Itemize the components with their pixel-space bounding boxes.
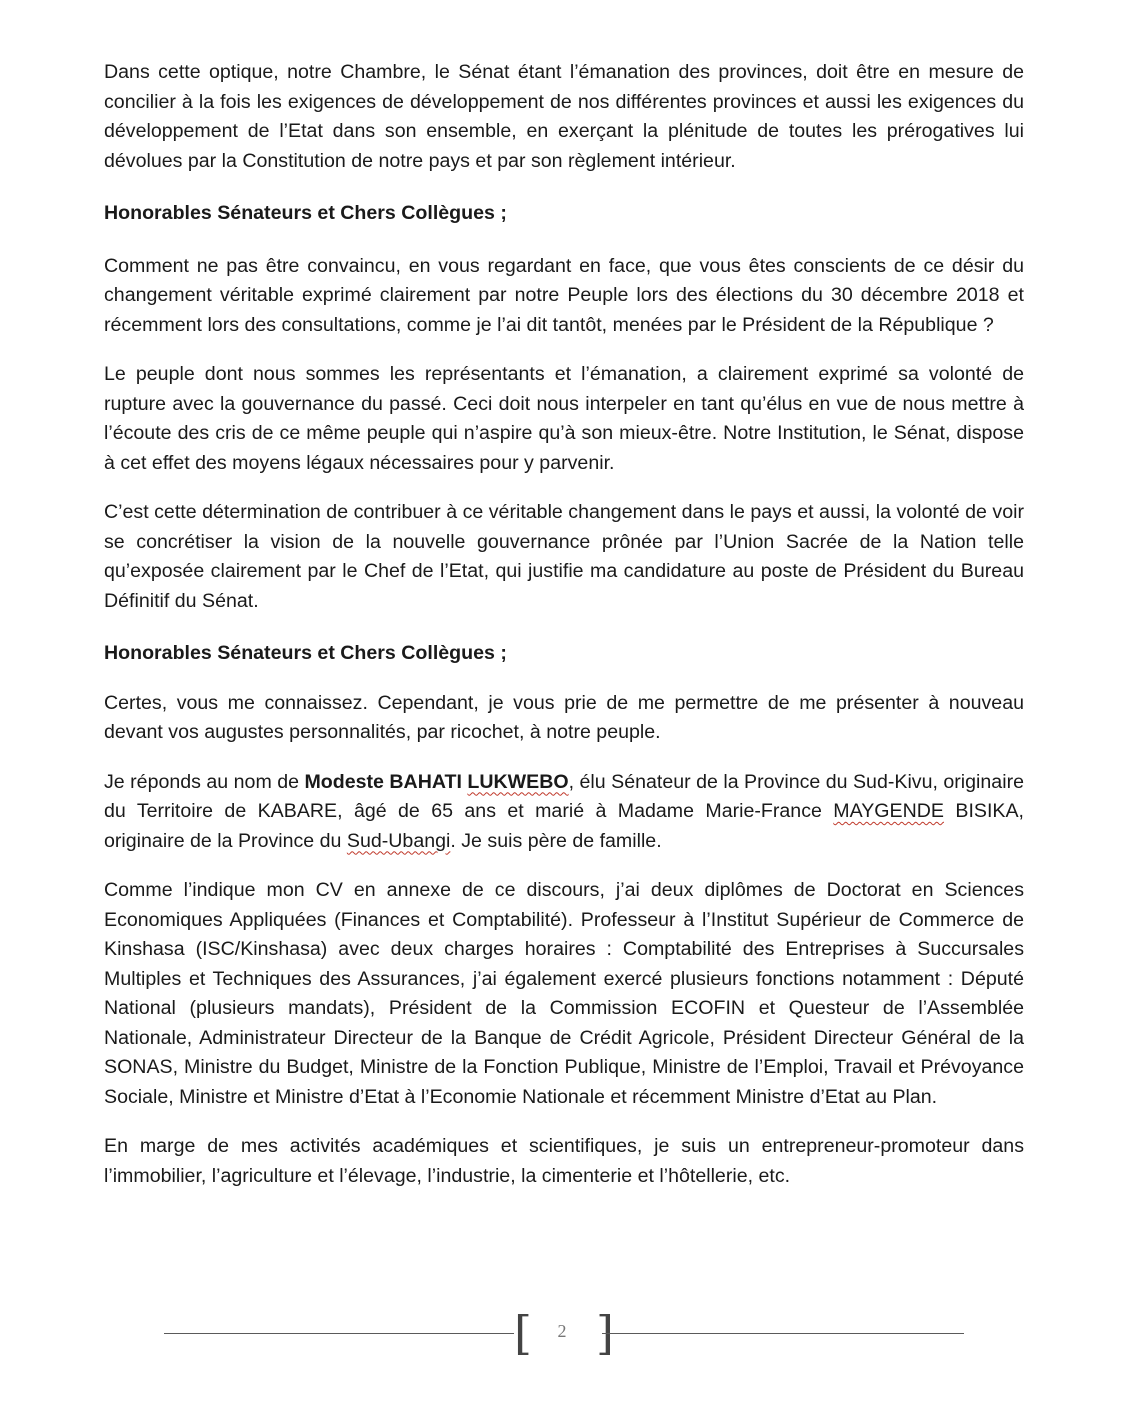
paragraph-4: C’est cette détermination de contribuer à ce véritable changement dans le pays et aussi, la volonté de voir se concrétiser la vision de la nouvelle gouvernance prônée par l’Union Sacrée de la Nation telle qu’exposée clairement par le Chef de l’Etat, qui justifie ma candidature au poste de Président du Bureau Définitif du Sénat. xyxy=(104,501,1024,612)
footer-bracket-close: ] xyxy=(596,1306,614,1360)
p6-text-b: , élu Sénateur de la Province du Sud-Kivu, originaire du Territoire de KABARE, âgé de 65 ans et marié à Madame Marie-France xyxy=(104,770,1024,822)
footer-bracket-open: [ xyxy=(514,1306,532,1360)
p6-text-c: BISIKA, originaire de la Province du xyxy=(104,800,1024,852)
paragraph-3: Le peuple dont nous sommes les représentants et l’émanation, a clairement exprimé sa volonté de rupture avec la gouvernance du passé. Ceci doit nous interpeler en tant qu’élus en vue de nous mettre à l’écoute des cris de ce même peuple qui n’aspire qu’à son mieux-être. Notre Institution, le Sénat, dispose à cet effet des moyens légaux nécessaires pour y parvenir. xyxy=(104,363,1024,474)
paragraph-8: En marge de mes activités académiques et scientifiques, je suis un entrepreneur-promoteur dans l’immobilier, l’agriculture et l’élevage, l’industrie, la cimenterie et l’hôtellerie, etc. xyxy=(104,1135,1024,1187)
footer-rule-left xyxy=(164,1333,514,1334)
page-number: 2 xyxy=(557,1321,567,1341)
p6-name-last: LUKWEBO xyxy=(467,770,569,793)
footer-rule-right xyxy=(602,1333,964,1334)
paragraph-5: Certes, vous me connaissez. Cependant, je vous prie de me permettre de me présenter à nouveau devant vos augustes personnalités, par ricochet, à notre peuple. xyxy=(104,691,1024,743)
page-footer xyxy=(164,1305,964,1361)
p6-name-first: Modeste BAHATI xyxy=(304,770,468,793)
paragraph-1: Dans cette optique, notre Chambre, le Sénat étant l’émanation des provinces, doit être en mesure de concilier à la fois les exigences de développement de nos différentes provinces et aussi les exigences du développement de l’Etat dans son ensemble, en exerçant la plénitude de toutes les prérogatives lui dévolues par la Constitution de notre pays et par son règlement intérieur. xyxy=(104,61,1024,172)
paragraph-6 xyxy=(104,768,1024,857)
paragraph-2: Comment ne pas être convaincu, en vous regardant en face, que vous êtes conscients de ce désir du changement véritable exprimé clairement par notre Peuple lors des élections du 30 décembre 2018 et récemment lors des consultations, comme je l’ai dit tantôt, menées par le Président de la République ? xyxy=(104,254,1024,336)
section-heading-2: Honorables Sénateurs et Chers Collègues ; xyxy=(104,642,507,664)
p6-province: Sud-Ubangi xyxy=(346,829,451,852)
p6-text-d: . Je suis père de famille. xyxy=(450,829,662,852)
paragraph-7: Comme l’indique mon CV en annexe de ce discours, j’ai deux diplômes de Doctorat en Sciences Economiques Appliquées (Finances et Comptabilité). Professeur à l’Institut Supérieur de Commerce de Kinshasa (ISC/Kinshasa) avec deux charges horaires : Comptabilité des Entreprises à Succursales Multiples et Techniques des Assurances, j’ai également exercé plusieurs fonctions notamment : Député National (plusieurs mandats), Président de la Commission ECOFIN et Questeur de l’Assemblée Nationale, Administrateur Directeur de la Banque de Crédit Agricole, Président Directeur Général de la SONAS, Ministre du Budget, Ministre de la Fonction Publique, Ministre de l’Emploi, Travail et Prévoyance Sociale, Ministre et Ministre d’Etat à l’Economie Nationale et récemment Ministre d’Etat au Plan. xyxy=(104,879,1024,1108)
section-heading-1: Honorables Sénateurs et Chers Collègues ; xyxy=(104,202,507,224)
p6-spouse-name: MAYGENDE xyxy=(833,800,944,822)
document-page xyxy=(104,58,1024,1191)
p6-text-a: Je réponds au nom de xyxy=(104,770,305,793)
